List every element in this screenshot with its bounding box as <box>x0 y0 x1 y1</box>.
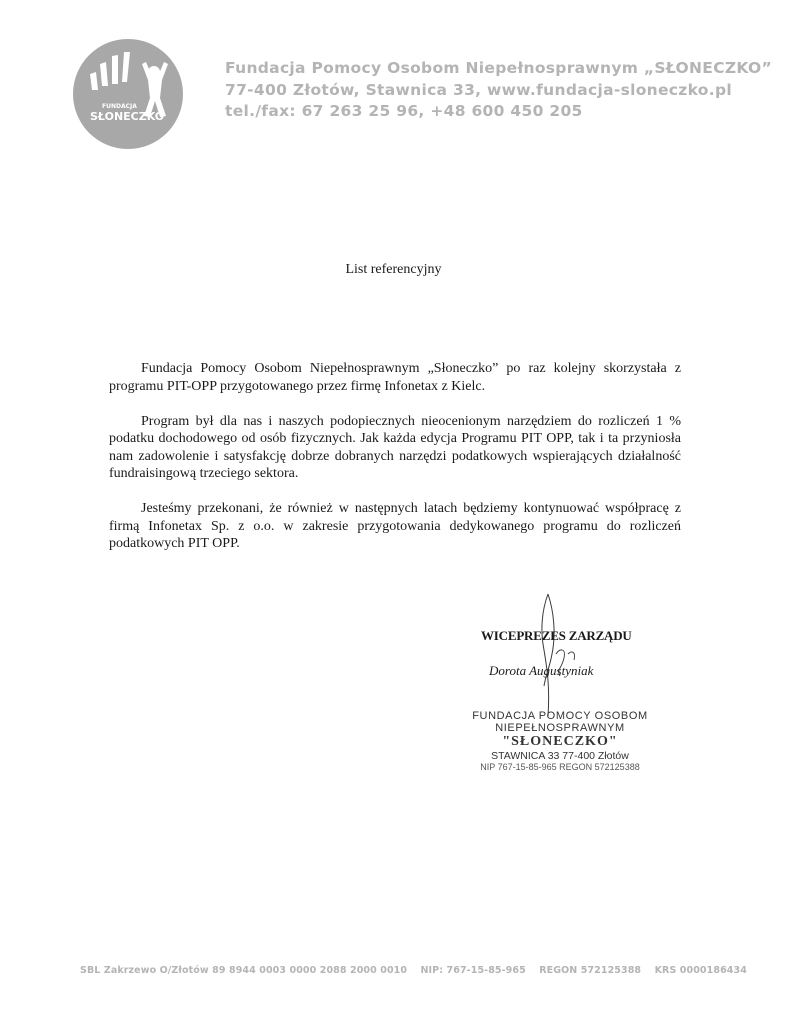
footer <box>80 965 757 976</box>
paragraph-3: Jesteśmy przekonani, że również w następnych latach będziemy kontynuować współpracę z firmą Infonetax Sp. z o.o. w zakresie przygotowania dedykowanego programu do rozliczeń podatkowych PIT OPP. <box>109 501 681 551</box>
letter-body <box>109 360 681 570</box>
stamp-line-3: "SŁONECZKO" <box>502 734 618 749</box>
paragraph-1: Fundacja Pomocy Osobom Niepełnosprawnym „Słoneczko” po raz kolejny skorzystała z programu PIT-OPP przygotowanego przez firmę Infonetax z Kielc. <box>109 361 681 394</box>
paragraph-2: Program był dla nas i naszych podopiecznych nieocenionym narzędziem do rozliczeń 1 % podatku dochodowego od osób fizycznych. Jak każda edycja Programu PIT OPP, tak i ta przyniosła nam zadowolenie i satysfakcję dobrze dobranych narzędzi podatkowych wspierających działalność fundraisingową trzeciego sektora. <box>109 413 681 481</box>
letterhead-address: 77-400 Złotów, Stawnica 33, www.fundacja-sloneczko.pl <box>225 80 732 99</box>
footer-bank-account: SBL Zakrzewo O/Złotów 89 8944 0003 0000 2088 2000 0010 <box>80 965 408 976</box>
sun-logo-icon <box>72 38 184 150</box>
signatory-title: WICEPREZES ZARZĄDU <box>481 628 632 643</box>
footer-regon: REGON 572125388 <box>539 965 642 976</box>
footer-krs: KRS 0000186434 <box>654 965 747 976</box>
logo-text-main: SŁONECZKO <box>90 110 165 123</box>
stamp-line-1: FUNDACJA POMOCY OSOBOM <box>472 710 648 722</box>
footer-nip: NIP: 767-15-85-965 <box>420 965 526 976</box>
stamp-line-4: STAWNICA 33 77-400 Złotów <box>491 750 629 762</box>
letterhead-phone: tel./fax: 67 263 25 96, +48 600 450 205 <box>225 102 583 120</box>
logo-text-top: FUNDACJA <box>102 103 137 110</box>
stamp-line-2: NIEPEŁNOSPRAWNYM <box>495 722 625 734</box>
letterhead <box>225 58 772 123</box>
stamp-line-5: NIP 767-15-85-965 REGON 572125388 <box>480 762 640 772</box>
foundation-logo <box>72 38 184 150</box>
handwritten-signature-icon <box>520 590 630 720</box>
document-title: List referencyjny <box>345 262 442 277</box>
letterhead-org-name: Fundacja Pomocy Osobom Niepełnosprawnym „SŁONECZKO” <box>225 59 772 77</box>
foundation-stamp <box>470 710 650 772</box>
signatory-name: Dorota Augustyniak <box>489 663 594 678</box>
